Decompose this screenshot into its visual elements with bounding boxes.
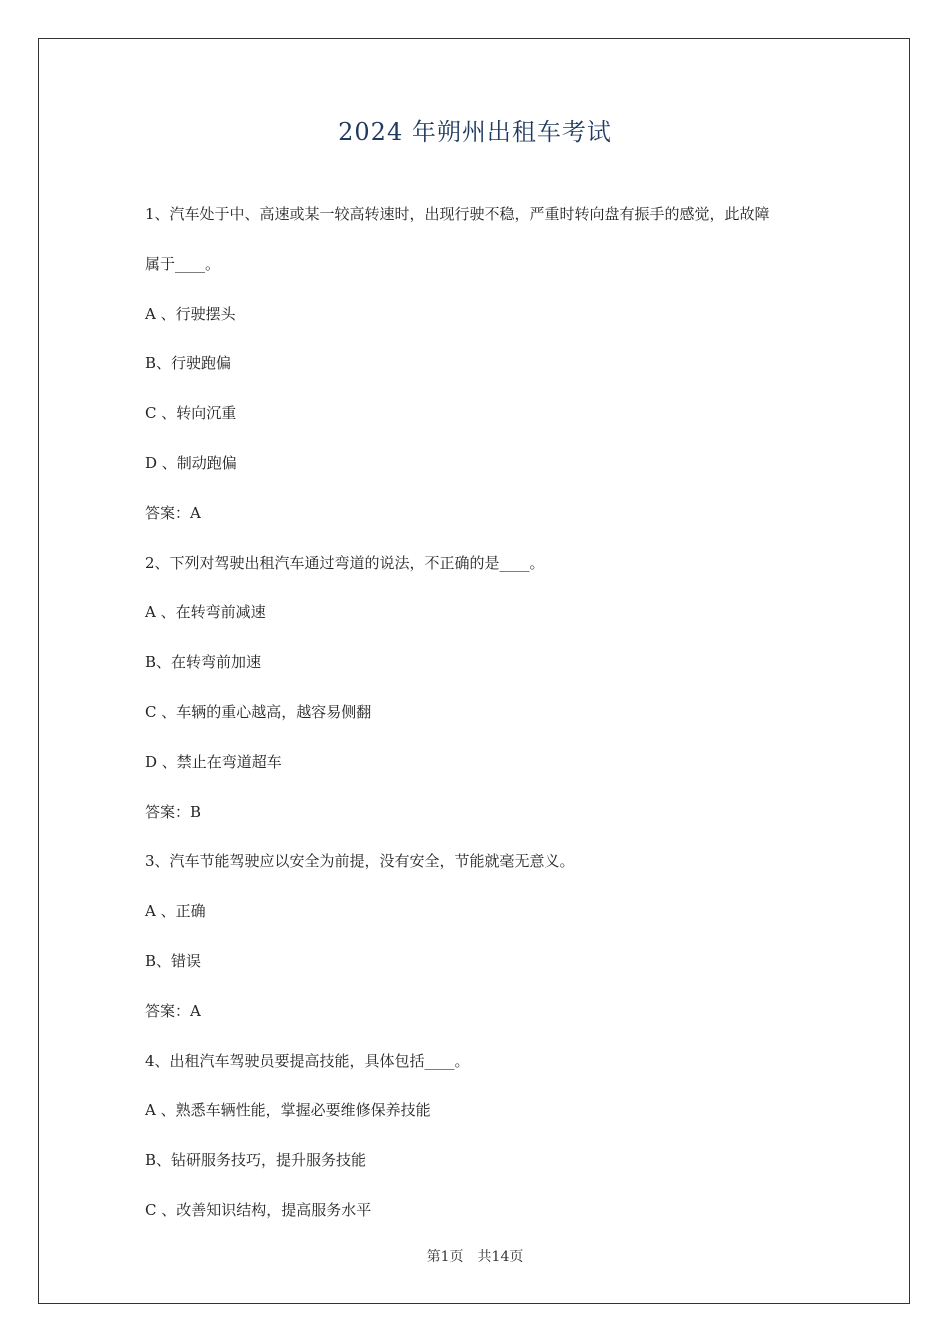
page-footer <box>0 1246 950 1266</box>
text-line: 属于____。 <box>145 254 221 273</box>
document-title: 2024 年朔州出租车考试 <box>338 118 612 146</box>
text-line: 2、下列对驾驶出租汽车通过弯道的说法，不正确的是____。 <box>145 553 545 572</box>
text-line: B、行驶跑偏 <box>145 354 232 373</box>
text-line: B、错误 <box>145 951 202 970</box>
text-line: 答案：A <box>145 1001 201 1020</box>
text-line: A 、行驶摆头 <box>145 304 236 323</box>
text-line: 1、汽车处于中、高速或某一较高转速时，出现行驶不稳，严重时转向盘有振手的感觉，此故障 <box>145 205 770 223</box>
text-line: 4、出租汽车驾驶员要提高技能，具体包括____。 <box>145 1051 470 1070</box>
text-line: B、钻研服务技巧，提升服务技能 <box>145 1151 367 1170</box>
text-line: C 、车辆的重心越高，越容易侧翻 <box>145 702 372 721</box>
text-line: 3、汽车节能驾驶应以安全为前提，没有安全，节能就毫无意义。 <box>145 852 575 871</box>
text-line: A 、正确 <box>145 902 206 921</box>
text-line: C 、改善知识结构，提高服务水平 <box>145 1200 372 1219</box>
text-line: D 、制动跑偏 <box>145 453 237 472</box>
text-line: A 、在转弯前减速 <box>145 603 266 622</box>
text-line: B、在转弯前加速 <box>145 653 262 672</box>
text-line: C 、转向沉重 <box>145 404 237 423</box>
text-line: A 、熟悉车辆性能，掌握必要维修保养技能 <box>145 1101 431 1120</box>
text-line: D 、禁止在弯道超车 <box>145 752 282 771</box>
text-line: 答案：B <box>145 802 202 821</box>
page-number: 第1页 <box>426 1249 464 1265</box>
text-line: 答案：A <box>145 503 201 522</box>
document-body <box>145 196 825 1242</box>
page-total: 共14页 <box>477 1249 524 1265</box>
